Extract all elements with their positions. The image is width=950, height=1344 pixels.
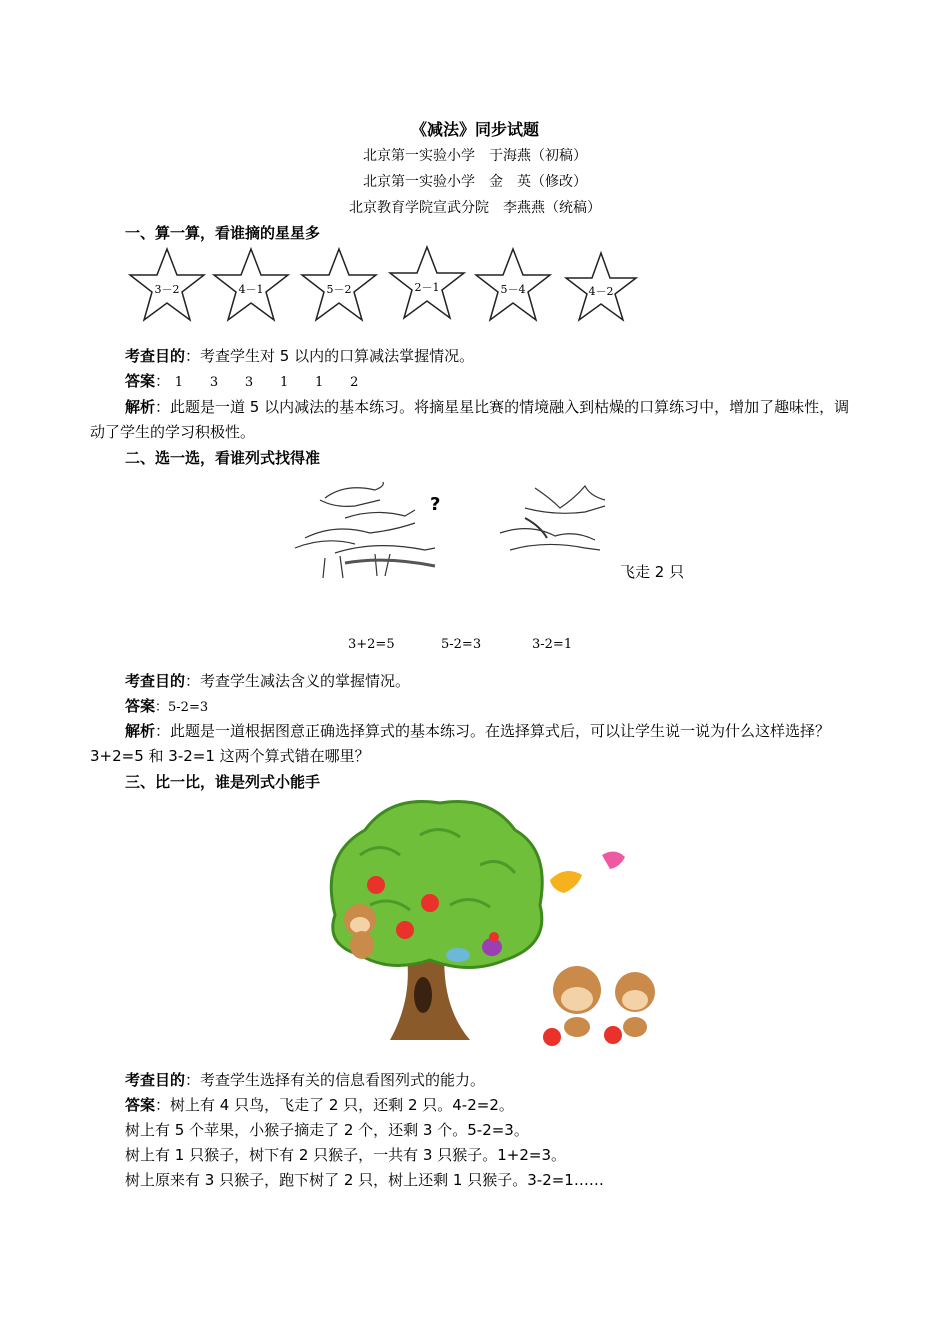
stars-row — [125, 245, 655, 330]
s3-answer-line-3: 树上有 1 只猴子，树下有 2 只猴子，一共有 3 只猴子。1+2=3。 — [125, 1146, 567, 1164]
star-5-label: 5－4 — [500, 283, 526, 296]
author-line-2: 北京第一实验小学 金 英（修改） — [363, 174, 587, 190]
section-2-heading: 二、选一选，看谁列式找得准 — [125, 449, 321, 467]
s1-answer: 答案： 1 3 3 1 1 2 — [125, 372, 359, 390]
monkeys-under-tree — [553, 966, 655, 1037]
star-4-label: 2－1 — [414, 281, 440, 294]
star-2-label: 4－1 — [238, 283, 264, 296]
page-title: 《减法》同步试题 — [410, 120, 539, 139]
s2-answer-label: 答案 — [125, 697, 156, 715]
s2-goal-text: ：考查学生减法含义的掌握情况。 — [185, 672, 411, 690]
s3-goal-text: ：考查学生选择有关的信息看图列式的能力。 — [185, 1071, 486, 1089]
s1-answer-6: 2 — [350, 375, 359, 390]
s2-analysis — [90, 719, 860, 769]
star-2 — [214, 249, 288, 320]
s2-answer — [125, 694, 208, 720]
star-6 — [566, 253, 636, 320]
cranes-illustration — [285, 478, 705, 588]
s1-answer-4: 1 — [279, 375, 289, 390]
s3-answer-line-1: ：树上有 4 只鸟，飞走了 2 只，还剩 2 只。4-2=2。 — [155, 1096, 514, 1114]
star-1 — [130, 249, 204, 320]
s3-goal-label: 考查目的 — [125, 1071, 186, 1089]
s3-answer-line-4: 树上原来有 3 只猴子，跑下树了 2 只，树上还剩 1 只猴子。3-2=1…… — [125, 1171, 604, 1189]
s1-answer-5: 1 — [315, 375, 324, 390]
author-line-3: 北京教育学院宣武分院 李燕燕（统稿） — [349, 200, 601, 216]
s1-answer-label: 答案 — [125, 372, 156, 390]
section-1-heading: 一、算一算，看谁摘的星星多 — [125, 224, 321, 242]
s3-answer-1 — [125, 1093, 514, 1118]
option-2: 5-2=3 — [441, 637, 482, 652]
author-line-1: 北京第一实验小学 于海燕（初稿） — [363, 148, 587, 164]
tree-illustration — [320, 795, 680, 1055]
star-6-label: 4－2 — [588, 285, 614, 298]
s1-answer-1: 1 — [174, 375, 184, 390]
star-5 — [476, 249, 550, 320]
cranes-standing — [295, 482, 435, 578]
question-mark: ? — [430, 494, 441, 515]
star-3-label: 5－2 — [326, 283, 352, 296]
section-3-heading: 三、比一比，谁是列式小能手 — [125, 773, 321, 791]
s3-goal — [125, 1068, 485, 1093]
s2-analysis-text: ：此题是一道根据图意正确选择算式的基本练习。在选择算式后，可以让学生说一说为什么这样选择？3+2=5 和 3-2=1 这两个算式错在哪里？ — [90, 722, 831, 765]
s1-goal-text: ：考查学生对 5 以内的口算减法掌握情况。 — [185, 347, 475, 365]
s1-analysis-label: 解析 — [125, 398, 156, 416]
s2-goal — [125, 669, 410, 694]
star-1-label: 3－2 — [154, 283, 180, 296]
s2-goal-label: 考查目的 — [125, 672, 186, 690]
s1-analysis-text: ：此题是一道 5 以内减法的基本练习。将摘星星比赛的情境融入到枯燥的口算练习中，增加了趣味性，调动了学生的学习积极性。 — [90, 398, 850, 441]
option-3: 3-2=1 — [532, 637, 573, 652]
flying-birds — [550, 851, 625, 893]
star-4 — [390, 247, 464, 318]
s3-answer-label: 答案 — [125, 1096, 156, 1114]
s1-answer-2: 3 — [209, 375, 219, 390]
flew-away-label: 飞走 2 只 — [620, 563, 685, 581]
s1-goal — [125, 344, 474, 369]
cranes-flying — [500, 486, 605, 550]
tree-hole — [414, 977, 432, 1013]
s1-analysis — [90, 395, 860, 445]
s1-answer-3: 3 — [244, 375, 254, 390]
s2-analysis-label: 解析 — [125, 722, 156, 740]
s1-goal-label: 考查目的 — [125, 347, 186, 365]
s2-answer-text: ：5-2=3 — [155, 700, 209, 715]
s3-answer-line-2: 树上有 5 个苹果，小猴子摘走了 2 个，还剩 3 个。5-2=3。 — [125, 1121, 529, 1139]
option-1: 3+2=5 — [348, 637, 395, 652]
star-3 — [302, 249, 376, 320]
